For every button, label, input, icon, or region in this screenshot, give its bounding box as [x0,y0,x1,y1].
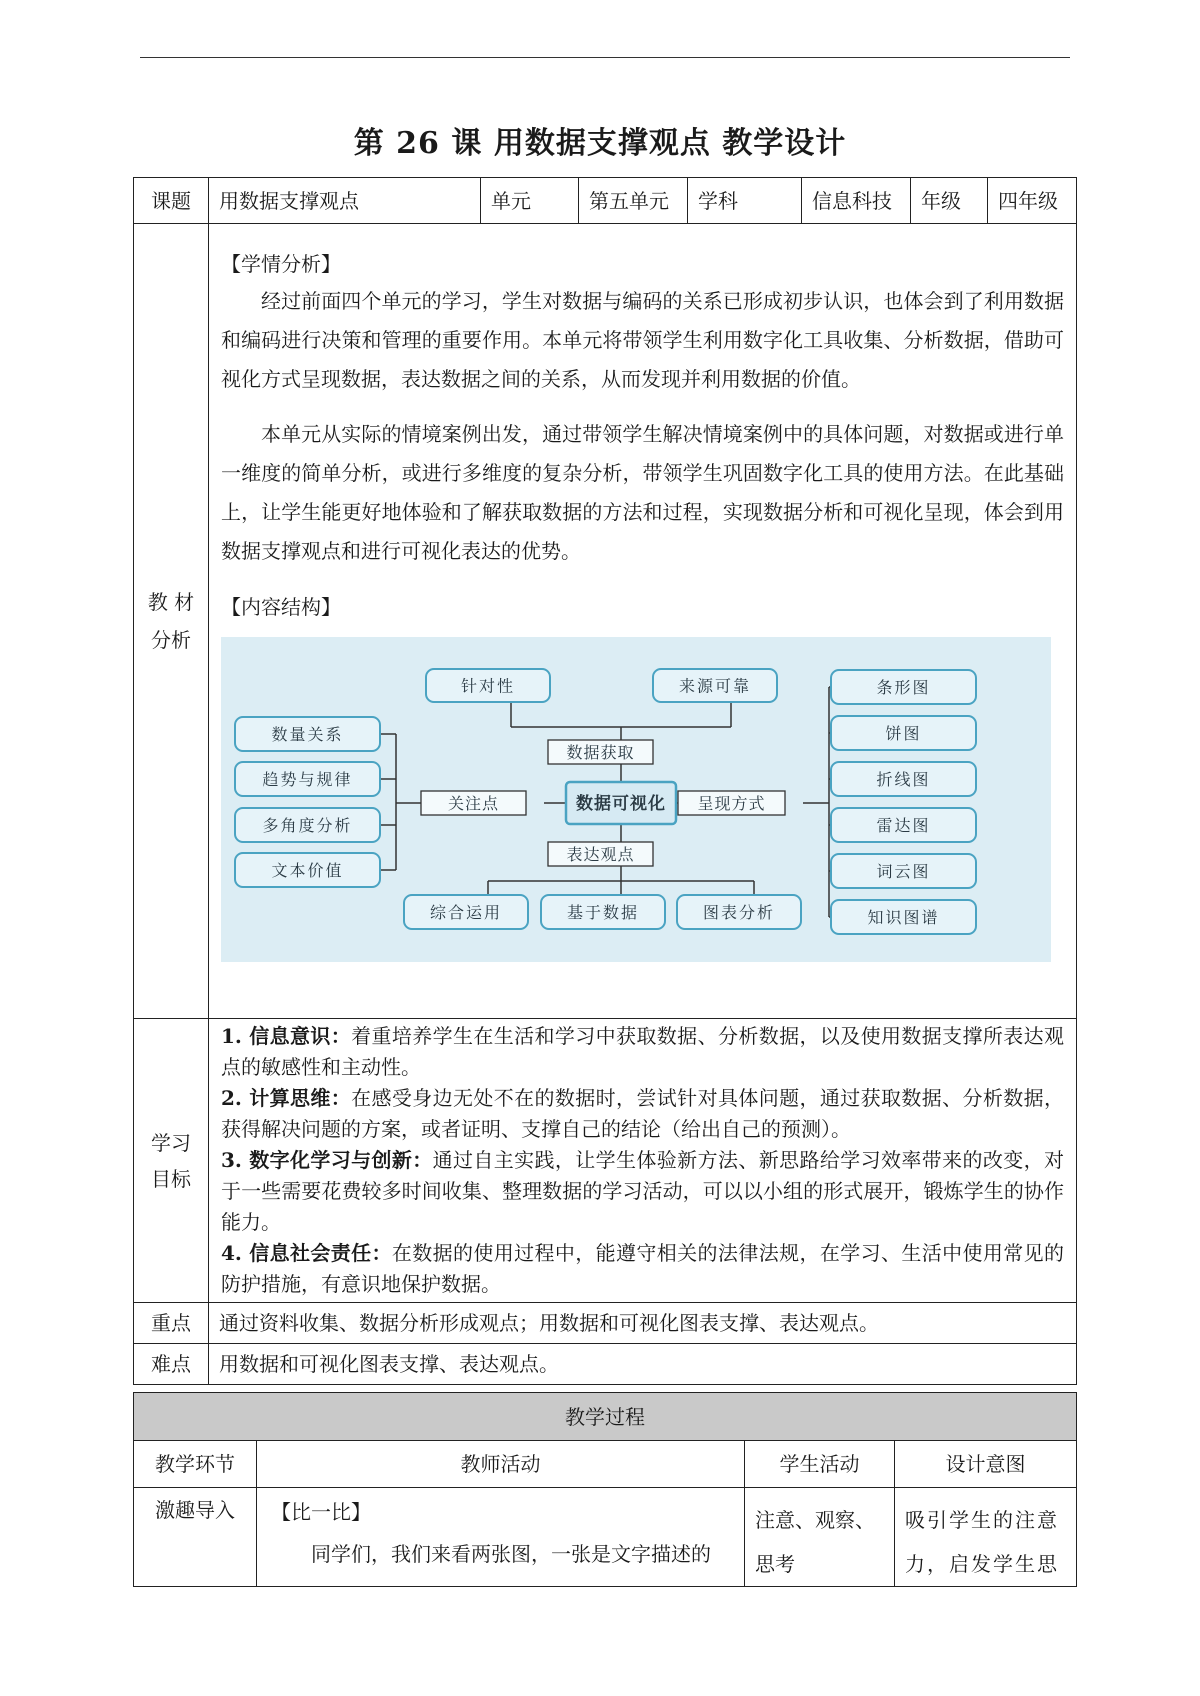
node-right-1 [831,670,976,704]
grade-label: 年级 [911,178,988,224]
node-top-2 [653,669,777,702]
node-right-5-label: 词云图 [876,862,931,881]
page-title: 第 26 课 用数据支撑观点 教学设计 [353,126,847,161]
teaching-process-table [133,1392,1077,1587]
node-bottom-2-label: 基于数据 [566,903,640,922]
node-right-4-label: 雷达图 [876,816,931,835]
intent-cell: 吸引学生的注意力，启发学生思 [895,1488,1077,1587]
node-focus-label: 关注点 [447,794,500,813]
goal-item-1 [221,1021,1064,1083]
goal-item-2-head: 2. 计算思维： [221,1086,352,1110]
node-center-label: 数据可视化 [576,794,666,814]
node-bottom-1 [404,895,528,929]
node-bottom-3 [677,895,801,929]
teacher-heading: 【比一比】 [271,1500,371,1524]
process-title: 教学过程 [134,1393,1077,1441]
node-top-1-label: 针对性 [460,676,516,696]
material-content [209,224,1077,1019]
process-title-row [134,1393,1077,1441]
node-center [566,782,676,824]
node-right-3 [831,762,976,796]
node-top-2-label: 来源可靠 [678,676,752,696]
header-teacher: 教师活动 [257,1441,745,1488]
grade-value: 四年级 [988,178,1077,224]
node-right-6-label: 知识图谱 [867,908,940,927]
node-left-2 [235,762,380,796]
xueqing-paragraph-1: 经过前面四个单元的学习，学生对数据与编码的关系已形成初步认识，也体会到了利用数据和编码进行决策和管理的重要作用。本单元将带领学生利用数字化工具收集、分析数据，借助可视化方式呈现数据，表达数据之间的关系，从而发现并利用数据的价值。 [221,289,1064,391]
node-left-1-label: 数量关系 [271,725,344,744]
material-label-line1: 教 材 [147,590,195,614]
content-structure-diagram [221,637,1064,962]
node-focus [421,791,526,815]
student-cell: 注意、观察、思考 [745,1488,895,1587]
difficulty-text: 用数据和可视化图表支撑、表达观点。 [209,1344,1077,1385]
goal-item-2-text: 在感受身边无处不在的数据时，尝试针对具体问题，通过获取数据、分析数据，获得解决问题的方案，或者证明、支撑自己的结论（给出自己的预测）。 [221,1086,1065,1141]
node-bottom-3-label: 图表分析 [702,903,776,922]
material-label [134,224,209,1019]
xueqing-heading: 【学情分析】 [221,252,341,276]
teacher-cell [257,1488,745,1587]
subject-value: 信息科技 [802,178,911,224]
node-left-1 [235,717,380,751]
node-left-4-label: 文本价值 [271,861,344,880]
node-right-4 [831,808,976,842]
node-left-3 [235,808,380,842]
node-right-5 [831,854,976,888]
node-right-2 [831,716,976,750]
node-left-4 [235,853,380,887]
goal-item-3-head: 3. 数字化学习与创新： [221,1148,433,1172]
node-express [548,842,653,866]
process-row-intro [134,1488,1077,1587]
node-right-3-label: 折线图 [876,770,931,789]
header-stage: 教学环节 [134,1441,257,1488]
goals-label-line2: 目标 [151,1166,191,1191]
node-present-label: 呈现方式 [697,794,766,813]
key-label: 重点 [134,1303,209,1344]
info-row [134,178,1077,224]
material-label-line2: 分析 [151,628,191,652]
goals-label-line1: 学习 [151,1130,191,1155]
difficulty-row [134,1344,1077,1385]
goal-item-3-text: 通过自主实践，让学生体验新方法、新思路给学习效率带来的改变，对于一些需要花费较多时间收集、整理数据的学习活动，可以以小组的形式展开，锻炼学生的协作能力。 [221,1148,1065,1234]
subject-label: 学科 [688,178,802,224]
process-header-row [134,1441,1077,1488]
node-left-3-label: 多角度分析 [262,816,353,835]
xueqing-paragraph-2: 本单元从实际的情境案例出发，通过带领学生解决情境案例中的具体问题，对数据或进行单一维度的简单分析，或进行多维度的复杂分析，带领学生巩固数字化工具的使用方法。在此基础上，让学生能更好地体验和了解获取数据的方法和过程，实现数据分析和可视化呈现，体会到用数据支撑观点和进行可视化表达的优势。 [221,422,1064,563]
node-present [678,791,785,815]
goal-item-2 [221,1083,1064,1145]
goals-label [134,1019,209,1303]
node-left-2-label: 趋势与规律 [262,770,353,789]
goals-row [134,1019,1077,1303]
node-right-6 [831,900,976,934]
node-acquire [548,740,653,764]
goal-item-3 [221,1145,1064,1238]
key-text: 通过资料收集、数据分析形成观点；用数据和可视化图表支撑、表达观点。 [209,1303,1077,1344]
node-bottom-2 [541,895,665,929]
node-right-1-label: 条形图 [876,678,931,697]
header-student: 学生活动 [745,1441,895,1488]
mind-map-svg [221,637,1051,962]
goals-content [209,1019,1077,1303]
material-row [134,224,1077,1019]
node-acquire-label: 数据获取 [566,743,635,762]
structure-heading: 【内容结构】 [221,595,341,619]
difficulty-label: 难点 [134,1344,209,1385]
top-rule [140,57,1070,58]
teacher-text: 同学们，我们来看两张图，一张是文字描述的 [311,1542,711,1566]
goal-item-1-text: 着重培养学生在生活和学习中获取数据、分析数据，以及使用数据支撑所表达观点的敏感性和主动性。 [221,1024,1065,1079]
goal-item-1-head: 1. 信息意识： [221,1024,352,1048]
node-express-label: 表达观点 [566,845,635,864]
lesson-info-table [133,177,1077,1385]
header-intent: 设计意图 [895,1441,1077,1488]
node-bottom-1-label: 综合运用 [429,903,503,922]
goal-item-4-text: 在数据的使用过程中，能遵守相关的法律法规，在学习、生活中使用常见的防护措施，有意识地保护数据。 [221,1241,1064,1296]
topic-value: 用数据支撑观点 [209,178,481,224]
goal-item-4 [221,1238,1064,1300]
node-top-1 [426,669,550,702]
goal-item-4-head: 4. 信息社会责任： [221,1241,392,1265]
unit-label: 单元 [481,178,579,224]
topic-label: 课题 [134,178,209,224]
unit-value: 第五单元 [579,178,688,224]
stage-cell: 激趣导入 [134,1488,257,1587]
key-row [134,1303,1077,1344]
node-right-2-label: 饼图 [885,724,922,743]
